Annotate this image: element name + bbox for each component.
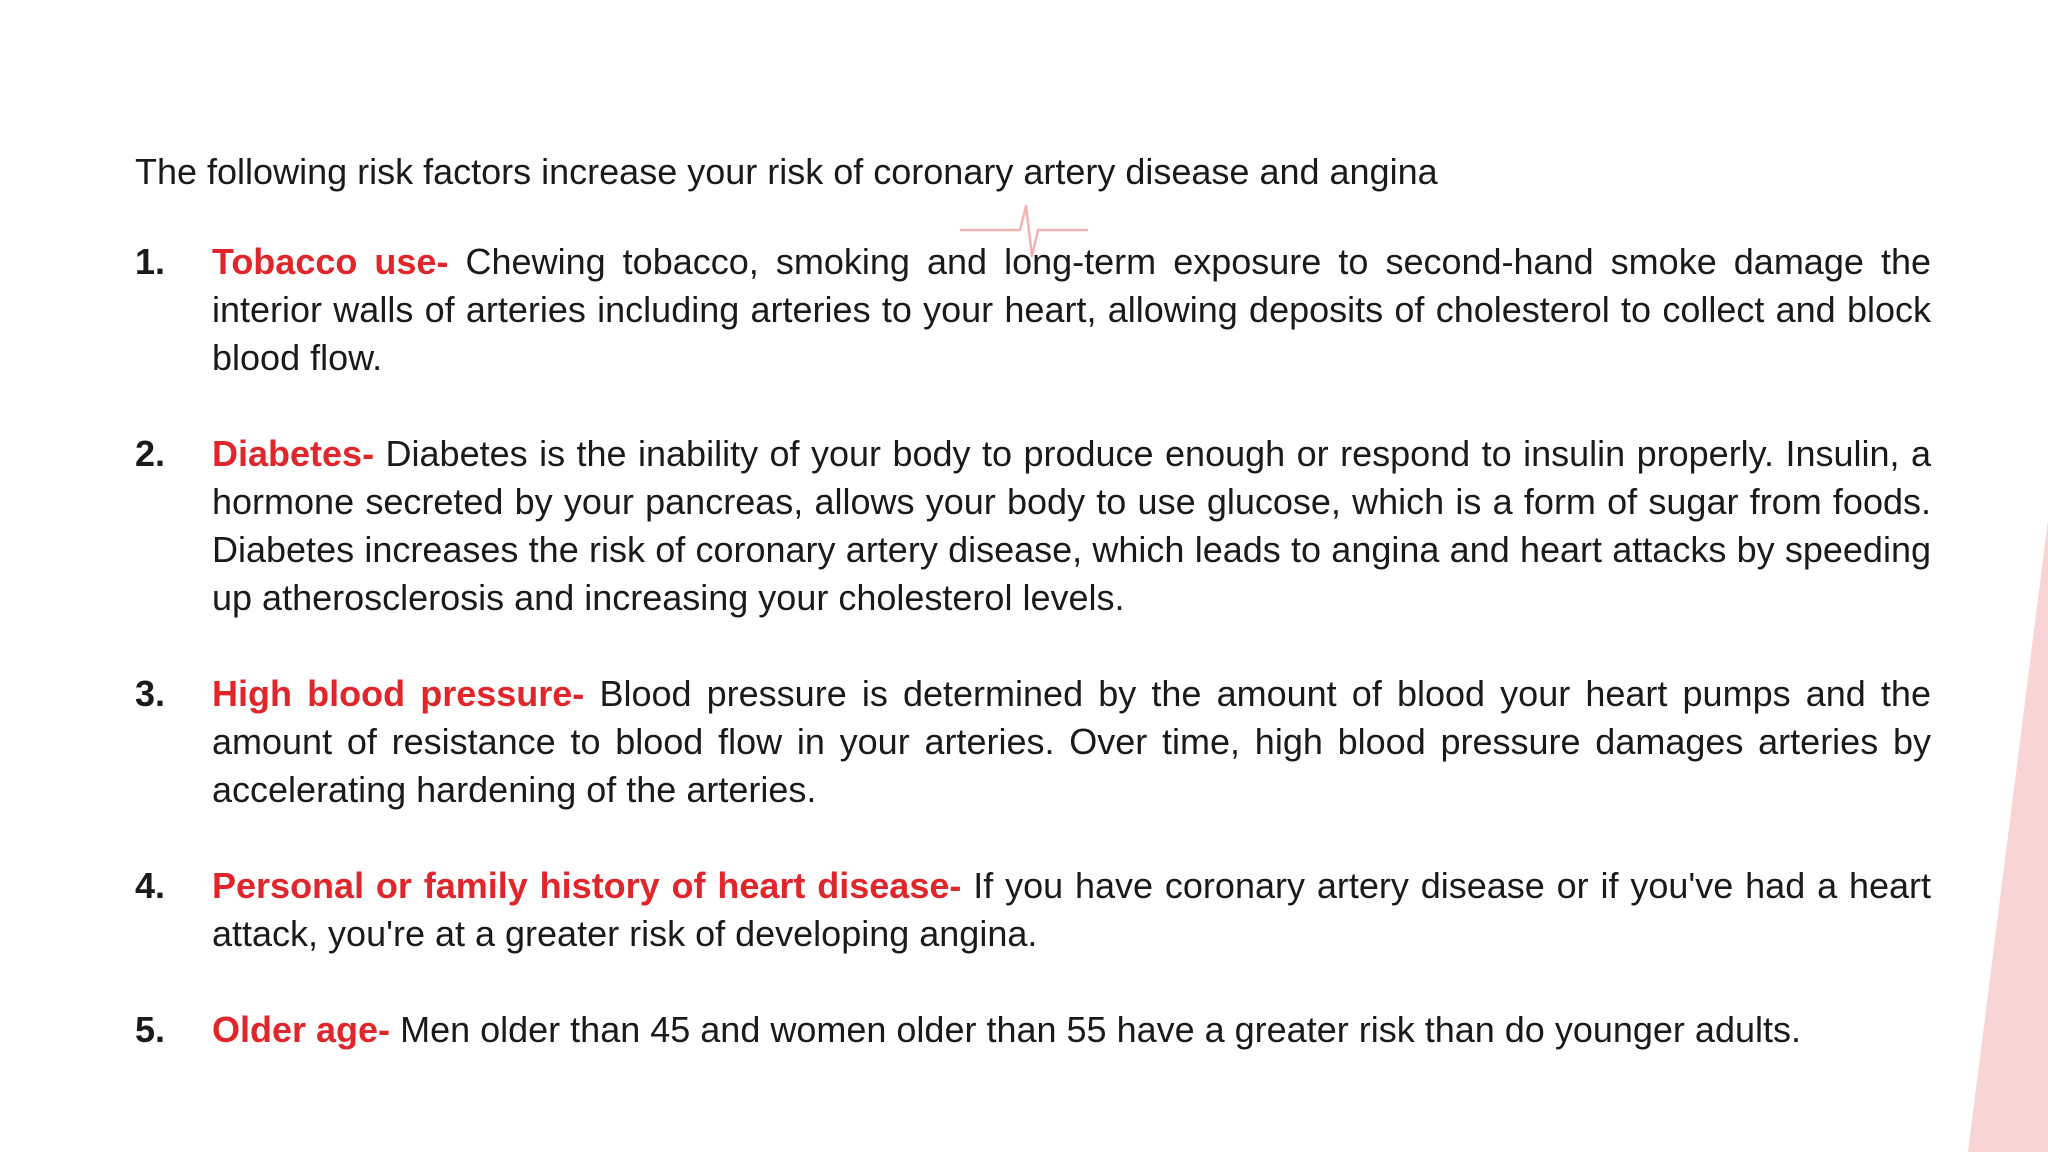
risk-factor-description: Diabetes is the inability of your body to produce enough or respond to insulin properly. Insulin, a hormone secreted by your pancreas, allows your body to use glucose, which is a form of sugar from foods. Diabetes increases the risk of coronary artery disease, which leads to angina and heart attacks by speeding up atherosclerosis and increasing your cholesterol levels.: [212, 433, 1931, 618]
risk-factor-body: [212, 430, 1931, 622]
risk-factor-number: 2.: [135, 433, 166, 474]
risk-factor-list: [135, 238, 1931, 1102]
risk-factor-description: If you have coronary artery disease or if you've had a heart attack, you're at a greater risk of developing angina.: [212, 865, 1931, 954]
risk-factor-item: [135, 1006, 1931, 1054]
risk-factor-body: [212, 670, 1931, 814]
risk-factor-description: Men older than 45 and women older than 55 have a greater risk than do younger adults.: [400, 1009, 1801, 1050]
risk-factor-item: [135, 430, 1931, 622]
risk-factor-number: 1.: [135, 241, 166, 282]
risk-factor-number: 3.: [135, 673, 166, 714]
risk-factor-description: Chewing tobacco, smoking and long-term exposure to second-hand smoke damage the interior walls of arteries including arteries to your heart, allowing deposits of cholesterol to collect and block blood flow.: [212, 241, 1931, 378]
risk-factor-number: 4.: [135, 865, 166, 906]
intro-text: The following risk factors increase your risk of coronary artery disease and angina: [135, 151, 1438, 192]
risk-factor-title: Tobacco use-: [212, 241, 449, 282]
risk-factor-body: [212, 862, 1931, 958]
risk-factor-title: Personal or family history of heart disease-: [212, 865, 962, 906]
risk-factor-body: [212, 238, 1931, 382]
risk-factor-description: Blood pressure is determined by the amount of blood your heart pumps and the amount of resistance to blood flow in your arteries. Over time, high blood pressure damages arteries by accelerating hardening of the arteries.: [212, 673, 1931, 810]
risk-factor-item: [135, 670, 1931, 814]
risk-factor-item: [135, 862, 1931, 958]
risk-factor-item: [135, 238, 1931, 382]
risk-factor-body: [212, 1006, 1931, 1054]
risk-factor-title: Diabetes-: [212, 433, 375, 474]
risk-factor-number: 5.: [135, 1009, 166, 1050]
risk-factor-title: High blood pressure-: [212, 673, 585, 714]
risk-factor-title: Older age-: [212, 1009, 391, 1050]
